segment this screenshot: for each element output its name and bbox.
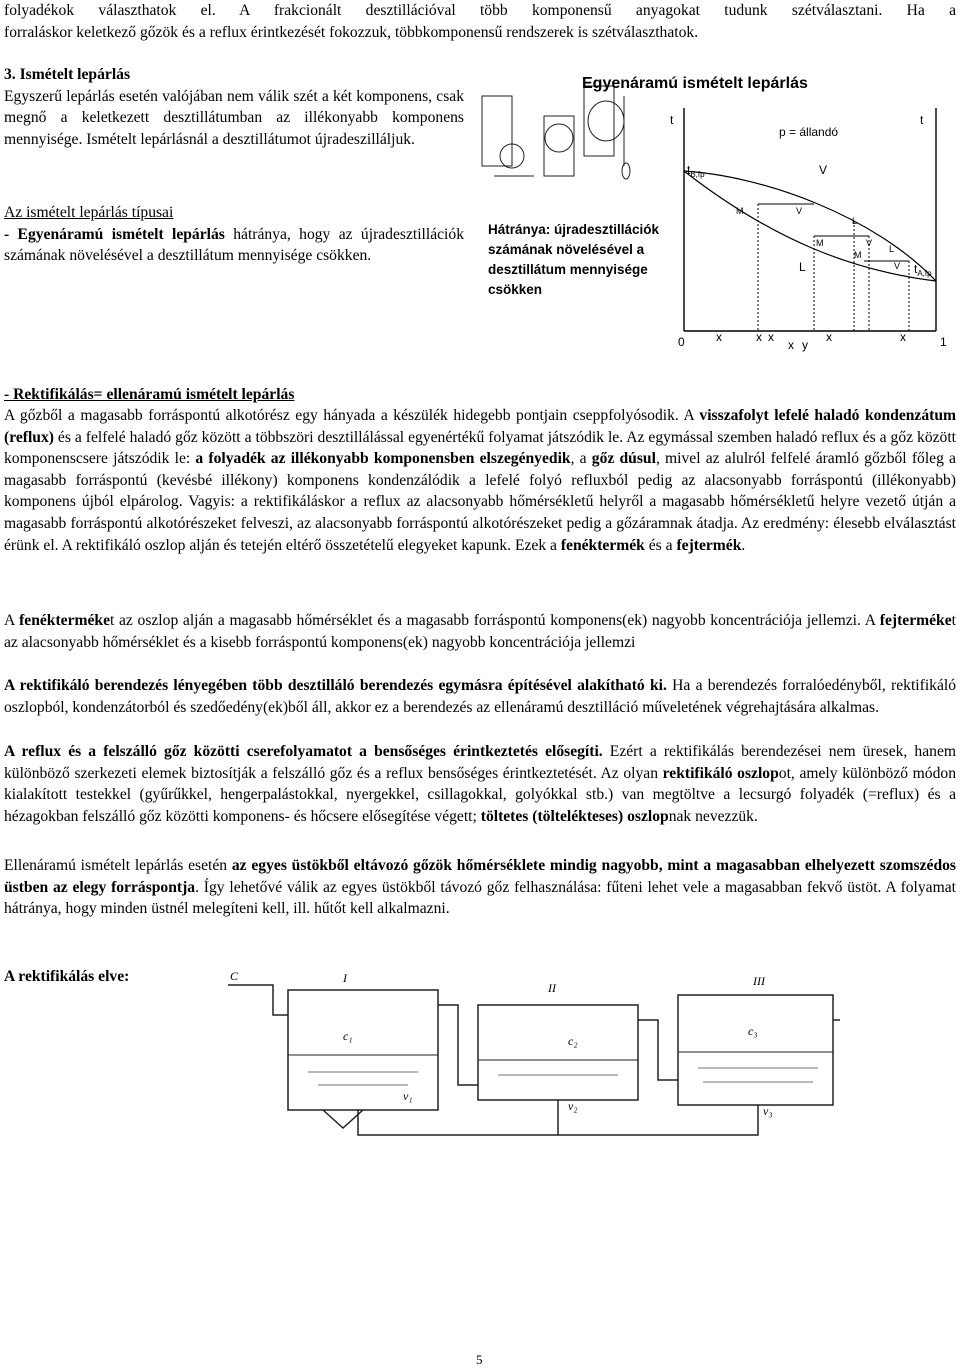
return-pipe-1 (358, 1100, 558, 1135)
figure-rectification-principle (228, 960, 840, 1142)
types-rest: hátránya, hogy az újradesztillációk számának növelésével a desztillátum mennyisége csökken. (4, 225, 464, 265)
label-c3: c₃ (748, 1024, 758, 1038)
rect-paragraph-3: A rektifikáló berendezés lényegében több desztilláló berendezés egymásra építésével alakítható ki. Ha a berendezés forralóedényből, rektifikáló oszlopból, kondenzátorból és szedőedény(ek)ből áll, akkor ez a berendezés az ellenáramú desztilláció műveletének végrehajtására alkalmas. (4, 677, 960, 716)
label-xM1: x (716, 330, 722, 344)
label-M1: M (736, 206, 744, 216)
label-V: V (819, 163, 828, 177)
label-pressure: p = állandó (779, 125, 839, 139)
rect-paragraph-1: A gőzből a magasabb forráspontú alkotórész egy hányada a készülék hidegebb pontjain cseppfolyósodik. A visszafolyt lefelé haladó kondenzátum (reflux) és a felfelé haladó gőz között a többszöri desztillálással egyenértékű folyamat játszódik le. Az egymással szemben haladó reflux és a gőz között komponenscsere játszódik le: a folyadék az illékonyabb komponensben elszegényedik, a gőz dúsul, mivel az alulról felfelé áramló gőzből főleg a magasabb forráspontú (kevésbé illékony) komponens kondenzálódik a lefelé folyó refluxból pedig az alacsonyabb forráspontú (illékonyabb) komponens újból elpárolog. Vagyis: a rektifikáláskor a reflux az alacsonyabb hőmérsékletű helyről a magasabb hőmérsékletű helyre vezető útján a magasabb forráspontú alkotórészeket felveszi, az alacsonyabb forráspontú alkotórészeket pedig a gőzáramnak átadja. Az eredmény: élesebb elválasztást érünk el. A rektifikáló oszlop alján és tetején eltérő összetételű elegyeket kapunk. Ezek a fenéktermék és a fejtermék. (4, 407, 960, 554)
types-heading: Az ismételt lepárlás típusai (4, 204, 174, 221)
apparatus-receiver (622, 163, 630, 179)
vessel-1 (288, 990, 438, 1110)
apparatus-flask-2 (545, 124, 573, 152)
section-3 (4, 64, 464, 150)
label-v3: v₃ (763, 1104, 773, 1118)
label-L: L (799, 260, 806, 274)
label-M2: M (816, 238, 824, 248)
label-xM3: x (826, 330, 832, 344)
apparatus-condenser-2 (544, 116, 574, 176)
label-M3: M (854, 250, 862, 260)
apparatus-flask-3 (588, 101, 624, 141)
label-t-left: t (670, 113, 674, 127)
label-C: C (230, 969, 239, 983)
vessel-3 (678, 995, 833, 1105)
label-tB: $t_{B,fp}$ (687, 163, 705, 179)
types-block (4, 202, 464, 267)
label-xM2: x (768, 330, 774, 344)
label-t-right: t (920, 113, 924, 127)
label-yA: y (802, 338, 808, 352)
types-bold: - Egyenáramú ismételt lepárlás (4, 225, 225, 243)
types-text (4, 224, 464, 267)
label-c1: c₁ (343, 1029, 353, 1043)
label-III: III (753, 974, 765, 988)
label-V1: V (796, 206, 803, 216)
figure-1-title: Egyenáramú ismételt lepárlás (582, 75, 808, 92)
label-I: I (343, 971, 347, 985)
apparatus-sketch (482, 86, 630, 179)
label-v2: v₂ (568, 1099, 578, 1113)
label-v1: v₁ (403, 1089, 413, 1103)
label-xA: x (788, 338, 794, 352)
apparatus-condenser-1 (482, 96, 512, 166)
rect-paragraph-5: Ellenáramú ismételt lepárlás esetén az egyes üstökből eltávozó gőzök hőmérséklete mindig nagyobb, mint a magasabban elhelyezett szomszédos üstben az elegy forráspontja. Így lehetővé válik az egyes üstökből távozó gőz felhasználása: fűteni lehet vele a magasabban fekvő üstöt. A folyamat hátránya, hogy minden üstnél melegíteni kell, ill. hűtőt kell alkalmazni. (4, 857, 960, 918)
label-one: 1 (940, 335, 947, 349)
label-c2: c₂ (568, 1034, 578, 1048)
rect-paragraph-2: A fenékterméket az oszlop alján a magasabb hőmérséklet és a magasabb forráspontú komponens(ek) nagyobb koncentrációja jellemzi. A fejterméket az alacsonyabb hőmérséklet és a kisebb forráspontú komponens(ek) nagyobb koncentrációja jellemzi (4, 612, 960, 651)
label-origin: 0 (678, 335, 685, 349)
tie-lines (758, 204, 909, 331)
label-L2: L (889, 244, 895, 254)
section-3-body: Egyszerű lepárlás esetén valójában nem válik szét a két komponens, csak megnő a keletkezett desztillátumban az illékonyabb komponens mennyisége. Ismételt lepárlásnál a desztillátumot újradeszilláljuk. (4, 87, 464, 148)
pipe-2-3 (638, 1020, 678, 1080)
label-L1: L (852, 216, 858, 226)
figure-2-svg (228, 960, 840, 1142)
page-number: 5 (476, 1352, 483, 1367)
label-xB: x (756, 330, 762, 344)
pipe-1-2 (438, 1005, 478, 1085)
label-II: II (548, 981, 556, 995)
label-tA: $t_{A,fp}$ (914, 262, 932, 278)
label-xD: x (900, 330, 906, 344)
label-V3: V (894, 261, 901, 271)
section-3-heading: 3. Ismételt lepárlás (4, 66, 131, 83)
intro-line-2: forraláskor keletkező gőzök és a reflux érintkezését fokozzuk, többkomponensű rendszerek is szétválaszthatok. (4, 24, 699, 41)
principle-heading: A rektifikálás elve: (4, 968, 130, 985)
figure-cocurrent-distillation (474, 66, 960, 356)
rect-paragraph-4: A reflux és a felszálló gőz közötti cserefolyamatot a bensőséges érintkeztetés elősegíti. Ezért a rektifikálás berendezései nem üresek, hanem különböző szerkezeti elemek biztosítják a felszálló gőz és a reflux bensőséges érintkeztetését. Az olyan rektifikáló oszlopot, amely különböző módon kialakított testekkel (gyűrűkkel, hengerpalástokkal, nyergekkel, csillagokkal, golyókkal stb.) van megtöltve a lecsurgó folyadék (=reflux) és a hézagokban felszálló gőz közötti komponens- és hőcsere elősegítése végett; töltetes (töltelékteses) oszlopnak nevezzük. (4, 743, 960, 825)
figure-1-note: Hátránya: újradesztillációk számának növelésével a desztillátum mennyisége csökken (488, 222, 660, 297)
inlet-pipe (228, 985, 288, 1015)
liquid-hatching (308, 1068, 818, 1085)
burner (323, 1110, 363, 1128)
intro-line-1: folyadékok választhatok el. A frakcionált desztillációval több komponensű anyagokat tudunk szétválasztani. Ha a (4, 2, 956, 19)
vessel-2 (478, 1005, 638, 1100)
return-pipe-2 (558, 1105, 758, 1135)
figure-1-svg (474, 66, 960, 356)
label-V2: V (866, 238, 873, 248)
rect-heading: - Rektifikálás= ellenáramú ismételt lepárlás (4, 386, 295, 403)
